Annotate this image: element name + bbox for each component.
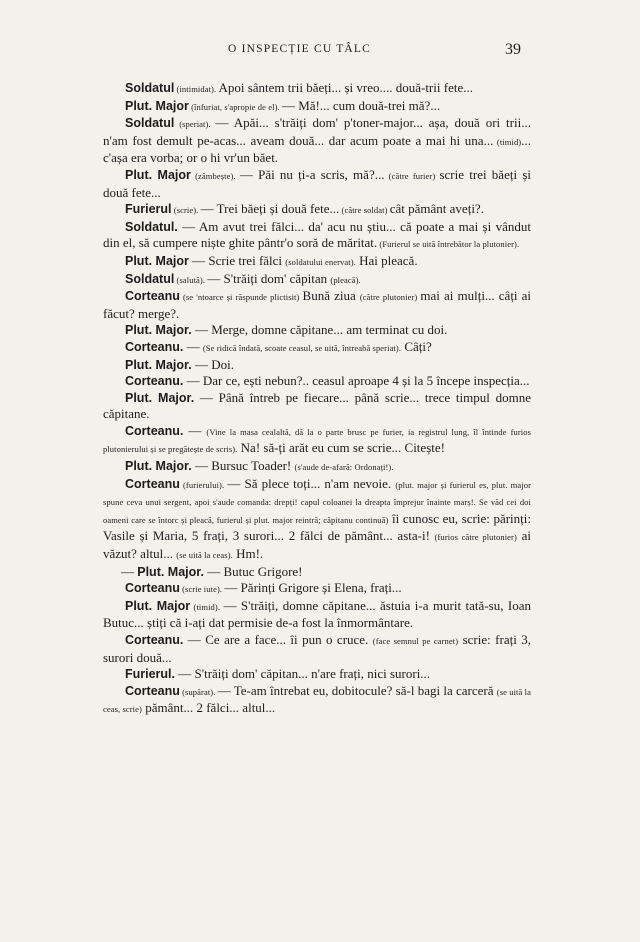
dialogue-paragraph <box>103 423 531 458</box>
dialogue-paragraph <box>103 115 531 167</box>
spoken-line: — Te-am întrebat eu, dobitocule? să-l bagi la carceră <box>217 682 497 698</box>
stage-direction: (se 'ntoarce și răspunde plictisit) <box>179 292 303 303</box>
speaker-name: Corteanu. <box>125 374 184 389</box>
stage-direction: (s'aude de-afară: Ordonați!). <box>294 462 394 473</box>
speaker-name: Plut. Major. <box>125 323 192 338</box>
stage-direction: (furierului). <box>179 479 228 490</box>
speaker-name: Corteanu <box>125 581 180 596</box>
dialogue-paragraph <box>103 271 531 289</box>
dialogue-paragraph <box>103 390 531 423</box>
spoken-line: Hai pleacă. <box>355 252 418 268</box>
spoken-line: — <box>183 422 207 438</box>
dialogue-paragraph <box>103 253 531 271</box>
speaker-name: Furierul <box>125 202 172 217</box>
spoken-line: — Am avut trei fălci... da' acu nu știu... că poate a mai și vândut din el, să cumpere niște ghite pântr'o soră de măritat. <box>103 218 531 251</box>
spoken-line: — <box>121 563 138 579</box>
stage-direction: (salută). <box>174 274 208 285</box>
spoken-line: — Bursuc Toader! <box>191 458 295 474</box>
dialogue-paragraph <box>103 98 531 116</box>
spoken-line: — S'trăiți, domne căpitane... ăstuia i-a murit tată-su, Ioan Butuc... știți că i-ați dat permisie de-a fost la înmormântare. <box>103 597 531 631</box>
spoken-line: scrie: frați 3, surori două... <box>103 632 531 665</box>
spoken-line: mai ai mulți... câți ai făcut? merge?. <box>103 288 532 321</box>
speaker-name: Plut. Major <box>125 98 189 113</box>
stage-direction: (pleacă). <box>330 274 361 285</box>
spoken-line: — Păi nu ți-a scris, mă?... <box>239 166 385 182</box>
spoken-line: — Butuc Grigore! <box>203 563 303 579</box>
spoken-line: îi cunosc eu, scrie: părinți: Vasile și Maria, 5 frați, 3 surori... 2 fălci de pământ... asta-i! <box>103 510 531 544</box>
speaker-name: Corteanu <box>125 289 180 304</box>
stage-direction: (se uită la ceas, scrie) <box>103 686 531 715</box>
dialogue-paragraph <box>103 219 531 253</box>
dialogue-paragraph <box>103 373 531 390</box>
stage-direction: (face semnul pe carnet) <box>372 636 459 646</box>
speaker-name: Plut. Major <box>125 253 189 268</box>
speaker-name: Plut. Major. <box>125 357 192 372</box>
stage-direction: (furios către plutonier) <box>434 532 517 543</box>
dialogue-text <box>103 80 531 718</box>
speaker-name: Soldatul <box>125 81 175 95</box>
speaker-name: Corteanu. <box>125 339 184 354</box>
stage-direction: (înfuriat, s'apropie de el). <box>188 101 282 112</box>
spoken-line: — Să plece toți... n'am nevoie. <box>227 475 396 491</box>
speaker-name: Plut. Major. <box>137 564 204 579</box>
dialogue-paragraph <box>103 598 531 632</box>
spoken-line: Câți? <box>401 338 432 354</box>
spoken-line: Bună ziua <box>302 288 360 304</box>
running-title: O INSPECȚIE CU TÂLC <box>228 43 372 55</box>
spoken-line: scrie trei băeți și două fete... <box>103 166 531 200</box>
spoken-line: Hm!. <box>232 546 264 562</box>
spoken-line: — Scrie trei fălci <box>188 252 286 268</box>
stage-direction: (către soldat) <box>339 205 390 216</box>
dialogue-paragraph <box>103 666 531 683</box>
speaker-name: Corteanu. <box>125 423 184 438</box>
stage-direction: (intimidat). <box>174 84 219 94</box>
stage-direction: (Vine la masa cealaltă, dă la o parte brusc pe furier, ia registrul lung, îl întinde furios plutonierului și se pregătește de scris). <box>103 426 531 455</box>
spoken-line: — Apăi... s'trăiți dom' p'toner-major... așa, două ori trii... n'am fost demult pe-acas... aveam două... dar acum poate a mai hi una... <box>103 115 531 148</box>
speaker-name: Soldatul <box>125 116 175 131</box>
speaker-name: Plut. Major. <box>125 459 192 474</box>
spoken-line: cât pământ aveți?. <box>389 201 484 217</box>
spoken-line: — Merge, domne căpitane... am terminat cu doi. <box>191 322 448 338</box>
stage-direction: (scrie). <box>171 205 201 216</box>
speaker-name: Soldatul. <box>125 219 178 234</box>
dialogue-paragraph <box>103 167 531 201</box>
spoken-line: — S'trăiți dom' căpitan <box>207 270 331 286</box>
speaker-name: Corteanu <box>125 476 180 491</box>
spoken-line: Apoi sântem trii băeți... și vreo.... două-trii fete... <box>218 80 473 95</box>
dialogue-paragraph <box>103 580 531 598</box>
dialogue-paragraph <box>103 322 531 339</box>
dialogue-paragraph <box>103 476 531 564</box>
stage-direction: (se uită la ceas). <box>176 550 233 561</box>
stage-direction: (speriat). <box>174 119 216 130</box>
speaker-name: Plut. Major. <box>125 390 195 405</box>
spoken-line: — S'trăiți dom' căpitan... n'are frați, nici surori... <box>175 666 431 682</box>
stage-direction: (Furierul se uită întrebător la plutonier). <box>377 239 520 250</box>
stage-direction: (plut. major și furierul es, plut. major spune ceva unui sergent, apoi s'aude comanda: drepți! capul coloanei la dreapta împrejur înainte marș!. Se văd cei doi oameni care se întorc și pleacă, furierul și plut. major reintră; căpitanu continuă) <box>103 479 531 525</box>
dialogue-paragraph <box>103 201 531 219</box>
dialogue-paragraph <box>103 80 531 98</box>
stage-direction: (către plutonier) <box>359 292 421 303</box>
spoken-line: — Părinți Grigore și Elena, frați... <box>224 580 402 596</box>
spoken-line: ai văzut? altul... <box>103 528 531 562</box>
spoken-line: — Dar ce, ești nebun?.. ceasul aproape 4 și la 5 începe inspecția... <box>183 373 530 389</box>
dialogue-paragraph <box>103 339 531 357</box>
speaker-name: Furierul. <box>125 667 176 682</box>
dialogue-paragraph <box>103 288 531 322</box>
spoken-line: pământ... 2 fălci... altul... <box>141 700 276 716</box>
spoken-line: Na! să-ți arăt eu cum se scrie... Citește! <box>237 440 445 456</box>
speaker-name: Plut. Major <box>125 167 191 182</box>
stage-direction: (supărat). <box>179 686 218 697</box>
speaker-name: Plut. Major <box>125 598 191 613</box>
spoken-line: — Până întreb pe fiecare... până scrie... trece timpul domne căpitane. <box>103 389 531 422</box>
spoken-line: — Mă!... cum două-trei mă?... <box>281 97 441 113</box>
spoken-line: — Ce are a face... îi pun o cruce. <box>183 632 373 647</box>
stage-direction: (Se ridică îndată, scoate ceasul, se uită, întreabă speriat). <box>202 342 402 353</box>
stage-direction: (timid) <box>493 136 522 147</box>
stage-direction: (soldatului enervat). <box>285 256 356 267</box>
stage-direction: (către furier) <box>384 170 440 181</box>
stage-direction: (timid). <box>190 601 224 612</box>
spoken-line: — Doi. <box>191 356 234 372</box>
dialogue-paragraph <box>103 357 531 374</box>
page-header <box>0 43 640 63</box>
spoken-line: — Trei băeți și două fete... <box>200 201 340 217</box>
dialogue-paragraph <box>103 458 531 476</box>
speaker-name: Corteanu. <box>125 633 184 647</box>
dialogue-paragraph <box>103 632 531 666</box>
spoken-line: — <box>183 338 203 354</box>
dialogue-paragraph <box>103 564 531 581</box>
dialogue-paragraph <box>103 683 531 718</box>
speaker-name: Corteanu <box>125 683 180 698</box>
speaker-name: Soldatul <box>125 271 175 286</box>
stage-direction: (zâmbește). <box>190 170 240 181</box>
stage-direction: (scrie iute). <box>179 584 225 595</box>
page-number: 39 <box>505 41 521 58</box>
spoken-line: ... c'așa era vorba; or o hi vr'un băet. <box>103 132 531 166</box>
